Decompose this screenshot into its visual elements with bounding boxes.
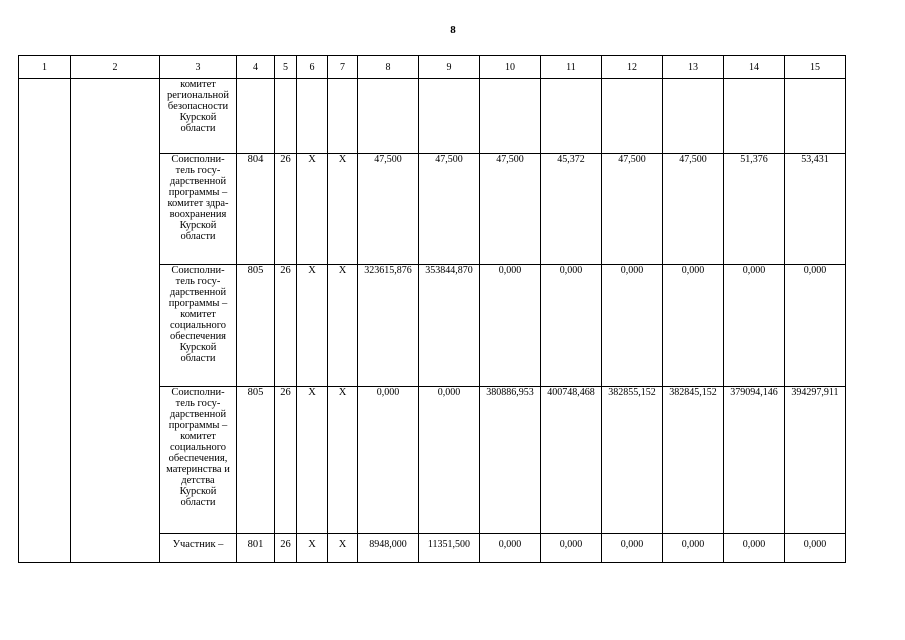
column-header: 4 [237,56,275,79]
code-cell: 26 [275,387,297,534]
column-header: 7 [328,56,358,79]
value-cell: 11351,500 [419,534,480,563]
value-cell [480,79,541,154]
merged-cell-col2 [71,79,160,563]
value-cell: 47,500 [358,154,419,265]
executor-cell: Соисполни- тель госу- дарственной программы – комитет здра- воохранения Курской области [160,154,237,265]
column-header: 10 [480,56,541,79]
code-cell: 801 [237,534,275,563]
code-cell: 805 [237,265,275,387]
value-cell: 8948,000 [358,534,419,563]
code-cell: 805 [237,387,275,534]
value-cell [541,79,602,154]
executor-cell: комитет региональной безопасности Курской области [160,79,237,154]
value-cell: 379094,146 [724,387,785,534]
value-cell: 0,000 [663,265,724,387]
value-cell: 0,000 [480,265,541,387]
code-cell: Х [328,154,358,265]
value-cell: 0,000 [724,534,785,563]
code-cell: 804 [237,154,275,265]
column-header: 15 [785,56,846,79]
value-cell: 0,000 [541,534,602,563]
column-header: 14 [724,56,785,79]
value-cell: 0,000 [785,265,846,387]
value-cell: 0,000 [602,265,663,387]
merged-cell-col1 [19,79,71,563]
code-cell [297,79,328,154]
value-cell: 53,431 [785,154,846,265]
value-cell [724,79,785,154]
executor-cell: Участник – [160,534,237,563]
value-cell [663,79,724,154]
value-cell: 323615,876 [358,265,419,387]
column-header: 1 [19,56,71,79]
column-header: 13 [663,56,724,79]
column-header: 12 [602,56,663,79]
executor-cell: Соисполни- тель госу- дарственной программы – комитет социального обеспечения, материнства и детства Курской области [160,387,237,534]
value-cell: 353844,870 [419,265,480,387]
budget-table [18,55,846,563]
code-cell: 26 [275,265,297,387]
column-header: 5 [275,56,297,79]
column-header: 3 [160,56,237,79]
value-cell: 47,500 [419,154,480,265]
code-cell: 26 [275,534,297,563]
column-header: 2 [71,56,160,79]
value-cell: 45,372 [541,154,602,265]
value-cell [602,79,663,154]
code-cell: Х [297,265,328,387]
value-cell: 394297,911 [785,387,846,534]
page-number: 8 [450,24,456,36]
value-cell: 382855,152 [602,387,663,534]
value-cell: 0,000 [663,534,724,563]
column-header: 11 [541,56,602,79]
value-cell: 0,000 [358,387,419,534]
code-cell [328,79,358,154]
table-row [19,79,846,154]
table-header-row [19,56,846,79]
code-cell: Х [328,534,358,563]
code-cell: Х [297,387,328,534]
executor-cell: Соисполни- тель госу- дарственной программы – комитет социального обеспечения Курской области [160,265,237,387]
code-cell [237,79,275,154]
code-cell [275,79,297,154]
value-cell: 47,500 [663,154,724,265]
value-cell [785,79,846,154]
value-cell: 0,000 [541,265,602,387]
value-cell: 47,500 [480,154,541,265]
code-cell: Х [297,534,328,563]
value-cell: 0,000 [602,534,663,563]
value-cell: 400748,468 [541,387,602,534]
value-cell [419,79,480,154]
value-cell: 0,000 [419,387,480,534]
value-cell: 47,500 [602,154,663,265]
value-cell: 380886,953 [480,387,541,534]
value-cell: 0,000 [724,265,785,387]
value-cell: 0,000 [480,534,541,563]
value-cell [358,79,419,154]
column-header: 9 [419,56,480,79]
code-cell: Х [297,154,328,265]
value-cell: 51,376 [724,154,785,265]
code-cell: Х [328,265,358,387]
value-cell: 382845,152 [663,387,724,534]
value-cell: 0,000 [785,534,846,563]
code-cell: 26 [275,154,297,265]
column-header: 8 [358,56,419,79]
code-cell: Х [328,387,358,534]
column-header: 6 [297,56,328,79]
